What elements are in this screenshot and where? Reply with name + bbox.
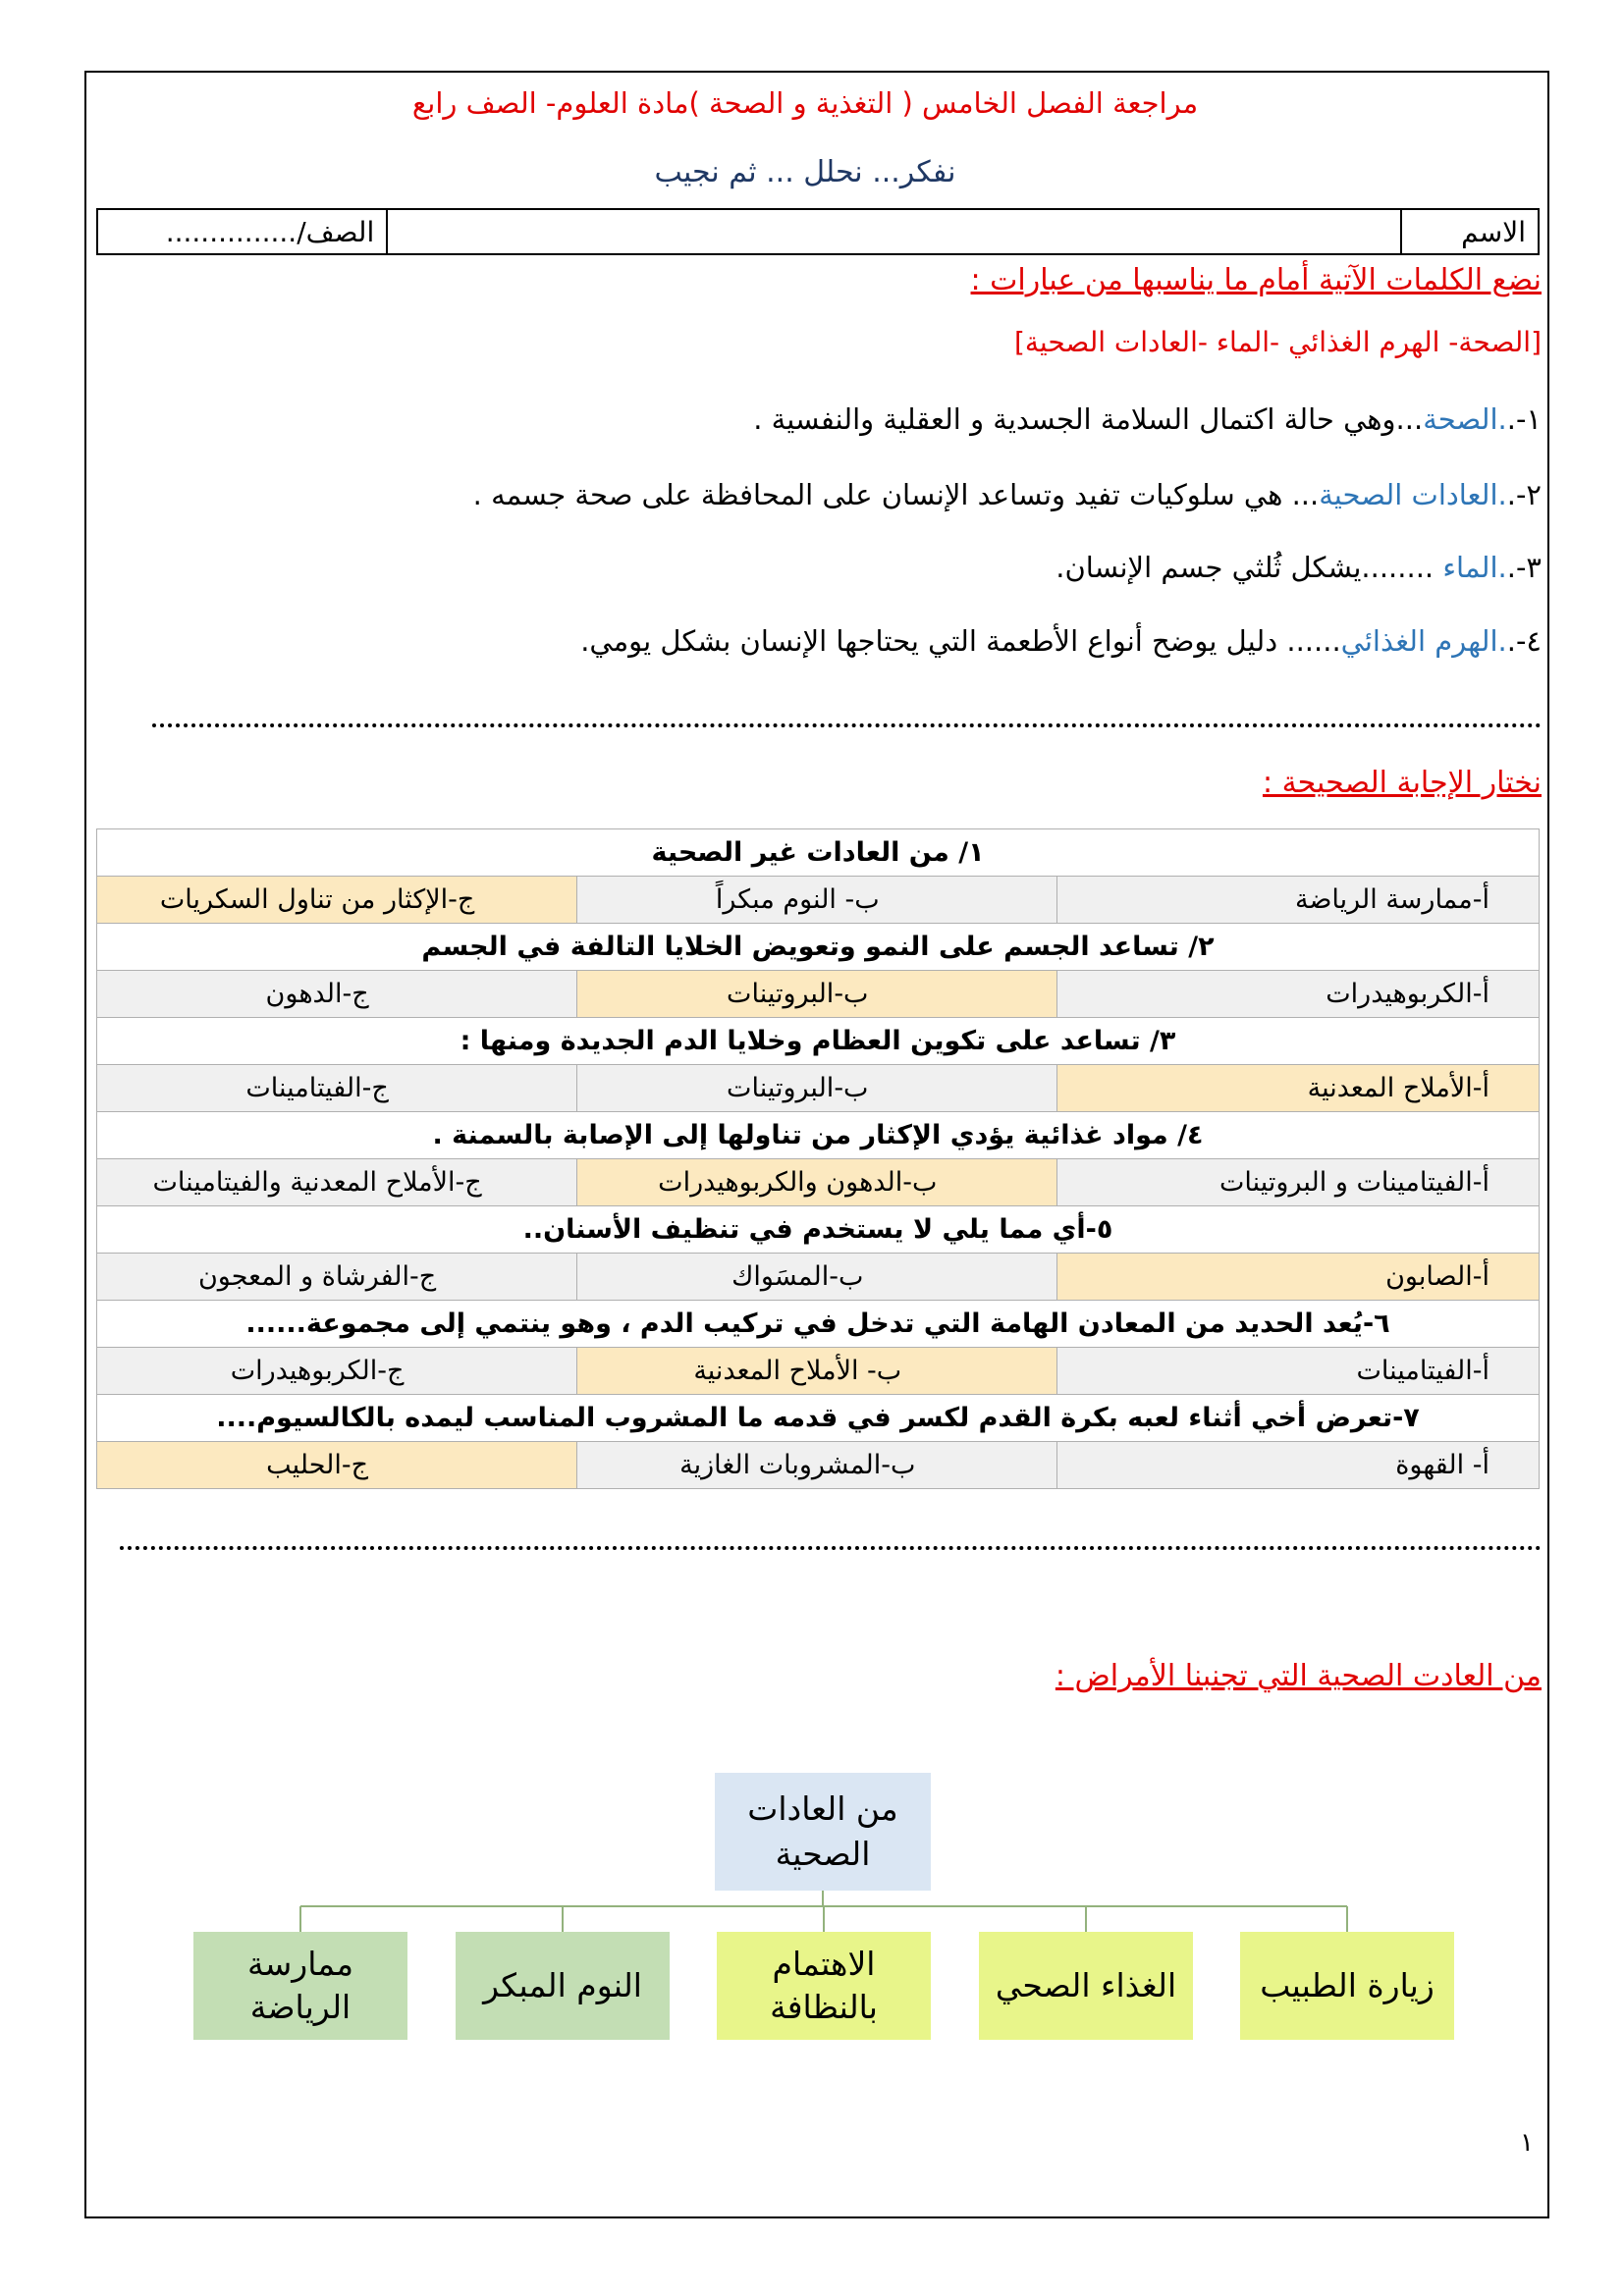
option-a[interactable]: أ-الكربوهيدرات [1057, 971, 1540, 1018]
option-b[interactable]: ب-المشروبات الغازية [577, 1442, 1057, 1489]
section3-heading: من العادت الصحية التي تجنبنا الأمراض : [1055, 1659, 1542, 1693]
word-bank: [الصحة- الهرم الغذائي -الماء -العادات الصحية] [1013, 326, 1542, 358]
question-row-5: ٥-أي مما يلي لا يستخدم في تنظيف الأسنان.. [97, 1206, 1540, 1254]
option-a[interactable]: أ-ممارسة الرياضة [1057, 877, 1540, 924]
option-c-correct[interactable]: ج-الإكثار من تناول السكريات [97, 877, 577, 924]
option-c[interactable]: ج-الفيتامينات [97, 1065, 577, 1112]
habit-node-hygiene: الاهتمام بالنظافة [717, 1932, 931, 2040]
habit-node-early-sleep: النوم المبكر [456, 1932, 670, 2040]
option-b[interactable]: ب-المسَواك [577, 1254, 1057, 1301]
option-b[interactable]: ب-البروتينات [577, 1065, 1057, 1112]
class-field[interactable]: الصف/............... [165, 215, 375, 248]
question-row-3: ٣/ تساعد على تكوين العظام وخلايا الدم الجديدة ومنها : [97, 1018, 1540, 1065]
option-b-correct[interactable]: ب- الأملاح المعدنية [577, 1348, 1057, 1395]
page-title: مراجعة الفصل الخامس ( التغذية و الصحة )مادة العلوم- الصف رابع [411, 86, 1199, 120]
page-number: ١ [1520, 2128, 1534, 2158]
fill-item-4: ٤-..الهرم الغذائي...... دليل يوضح أنواع الأطعمة التي يحتاجها الإنسان بشكل يومي. [580, 624, 1542, 658]
page-subtitle: نفكر... نحلل ... ثم نجيب [654, 155, 956, 189]
question-row-7: ٧-تعرض أخي أثناء لعبه بكرة القدم لكسر في قدمه ما المشروب المناسب ليمده بالكالسيوم.... [97, 1395, 1540, 1442]
habit-node-doctor: زيارة الطبيب [1240, 1932, 1454, 2040]
option-b-correct[interactable]: ب-الدهون والكربوهيدرات [577, 1159, 1057, 1206]
name-label: الاسم [1400, 210, 1538, 253]
question-row-4: ٤/ مواد غذائية يؤدي الإكثار من تناولها إلى الإصابة بالسمنة . [97, 1112, 1540, 1159]
option-a[interactable]: أ-الفيتامينات و البروتينات [1057, 1159, 1540, 1206]
option-a[interactable]: أ- القهوة [1057, 1442, 1540, 1489]
question-row-6: ٦-يُعد الحديد من المعادن الهامة التي تدخل في تركيب الدم ، وهو ينتمي إلى مجموعة...... [97, 1301, 1540, 1348]
option-b-correct[interactable]: ب-البروتينات [577, 971, 1057, 1018]
section2-heading: نختار الإجابة الصحيحة : [1262, 766, 1542, 800]
fill-item-2: ٢-..العادات الصحية... هي سلوكيات تفيد وتساعد الإنسان على المحافظة على صحة جسمه . [472, 478, 1542, 511]
habits-root-node: من العادات الصحية [715, 1773, 931, 1891]
habit-node-exercise: ممارسة الرياضة [193, 1932, 407, 2040]
option-c[interactable]: ج-الأملاح المعدنية والفيتامينات [97, 1159, 577, 1206]
option-b[interactable]: ب- النوم مبكراً [577, 877, 1057, 924]
option-a-correct[interactable]: أ-الأملاح المعدنية [1057, 1065, 1540, 1112]
option-c-correct[interactable]: ج-الحليب [97, 1442, 577, 1489]
option-c[interactable]: ج-الكربوهيدرات [97, 1348, 577, 1395]
fill-item-1: ١-..الصحة...وهي حالة اكتمال السلامة الجسدية و العقلية والنفسية . [753, 402, 1542, 436]
habit-node-healthy-food: الغذاء الصحي [979, 1932, 1193, 2040]
fill-item-3: ٣-..الماء ........يشكل ثُلثي جسم الإنسان. [1056, 551, 1542, 584]
option-a-correct[interactable]: أ-الصابون [1057, 1254, 1540, 1301]
section1-heading: نضع الكلمات الآتية أمام ما يناسبها من عبارات : [970, 263, 1542, 297]
option-c[interactable]: ج-الدهون [97, 971, 577, 1018]
question-row-1: ١/ من العادات غير الصحية [97, 829, 1540, 877]
option-c[interactable]: ج-الفرشاة و المعجون [97, 1254, 577, 1301]
question-row-2: ٢/ تساعد الجسم على النمو وتعويض الخلايا التالفة في الجسم [97, 924, 1540, 971]
option-a[interactable]: أ-الفيتامينات [1057, 1348, 1540, 1395]
